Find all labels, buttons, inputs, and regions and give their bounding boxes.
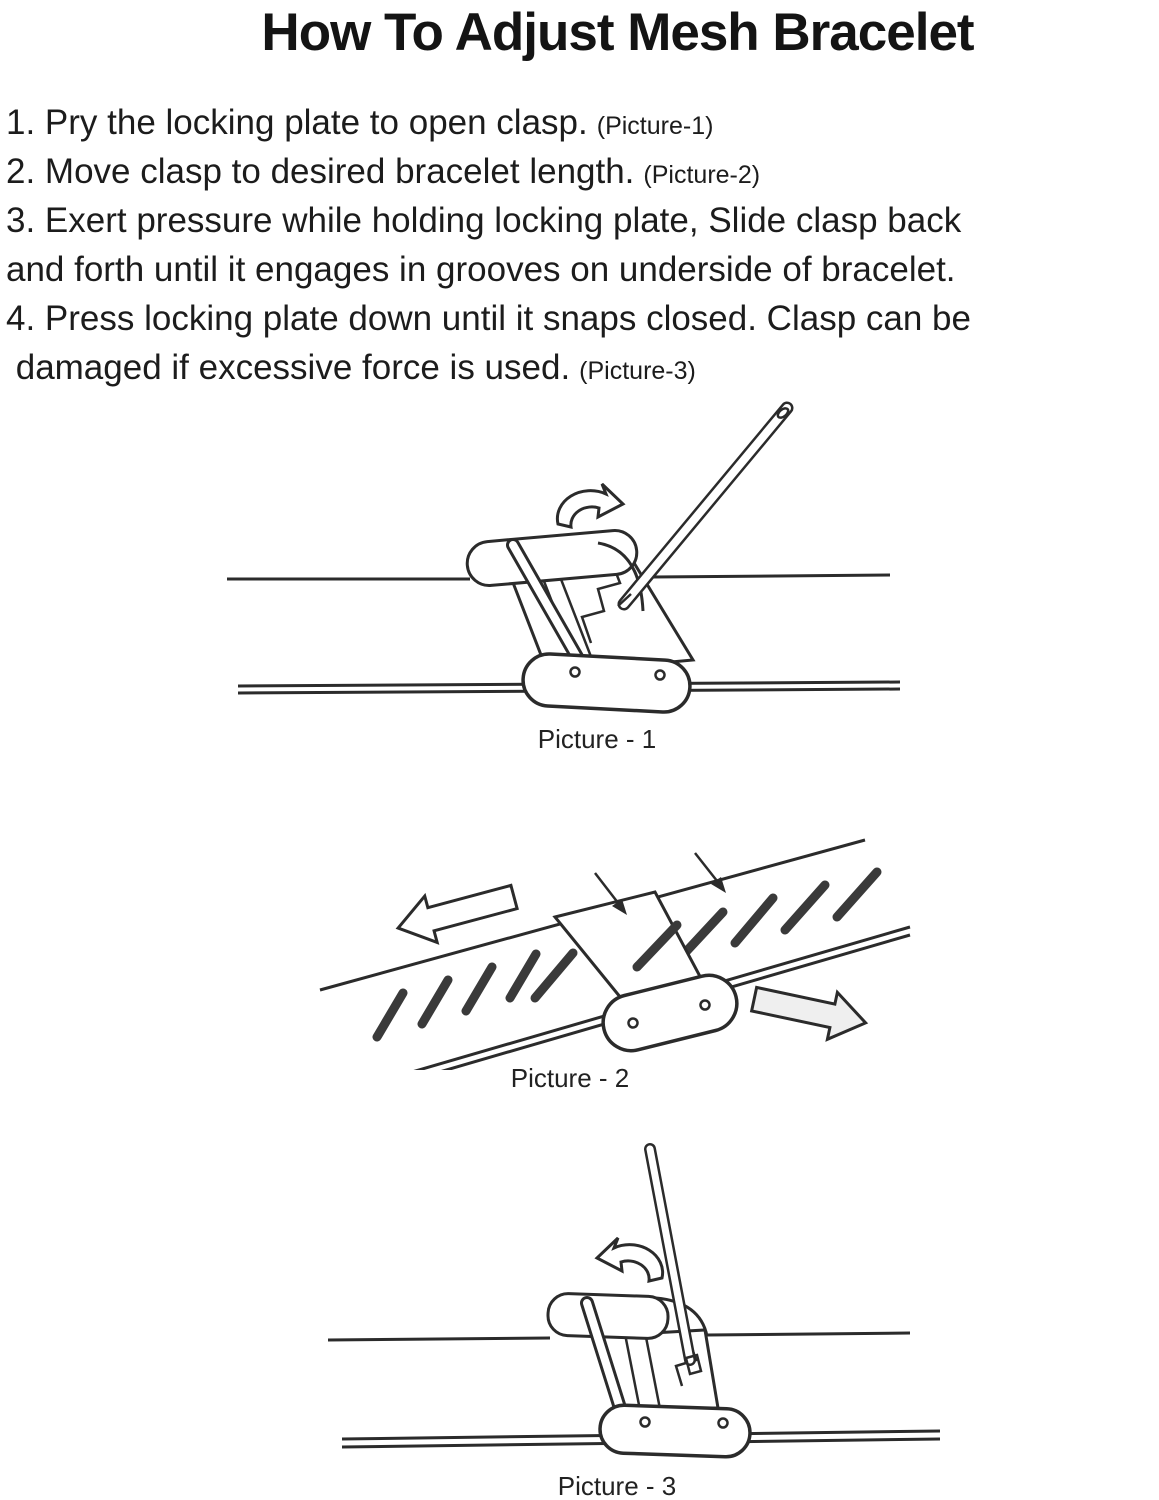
step-text: damaged if excessive force is used. [6,348,571,387]
step-line-1 [6,98,1159,147]
slide-right-arrow [749,976,870,1047]
clasp-base-plate [599,1404,751,1457]
step-figure-ref: (Picture-2) [643,161,761,189]
figure-3-illustration [300,1140,940,1470]
page-title: How To Adjust Mesh Bracelet [261,3,974,62]
figure-2-caption: Picture - 2 [510,1063,630,1093]
figure-1-illustration [200,398,920,728]
clasp-base-plate [522,653,691,714]
step-text: 3. Exert pressure while holding locking plate, Slide clasp back [6,201,962,240]
step-line-5 [6,294,1159,343]
instruction-steps [6,98,1159,392]
step-figure-ref: (Picture-3) [579,357,696,385]
step-line-6 [6,343,1159,392]
figure-1-drawing [200,398,920,728]
figure-1-caption: Picture - 1 [537,724,657,754]
rotate-close-arrow-icon [597,1238,663,1281]
figure-2-illustration [300,820,920,1070]
step-figure-ref: (Picture-1) [596,112,714,140]
figure-2-drawing [300,820,920,1070]
step-line-4 [6,245,1159,294]
step-text: 2. Move clasp to desired bracelet length. [6,152,635,191]
rotate-open-arrow-icon [557,484,623,527]
step-line-2 [6,147,1159,196]
figure-3-caption: Picture - 3 [557,1471,677,1500]
step-line-3 [6,196,1159,245]
step-text: 4. Press locking plate down until it snaps closed. Clasp can be [6,299,971,338]
step-text: 1. Pry the locking plate to open clasp. [6,103,588,142]
step-text: and forth until it engages in grooves on underside of bracelet. [6,250,956,289]
figure-3-drawing [300,1140,940,1470]
